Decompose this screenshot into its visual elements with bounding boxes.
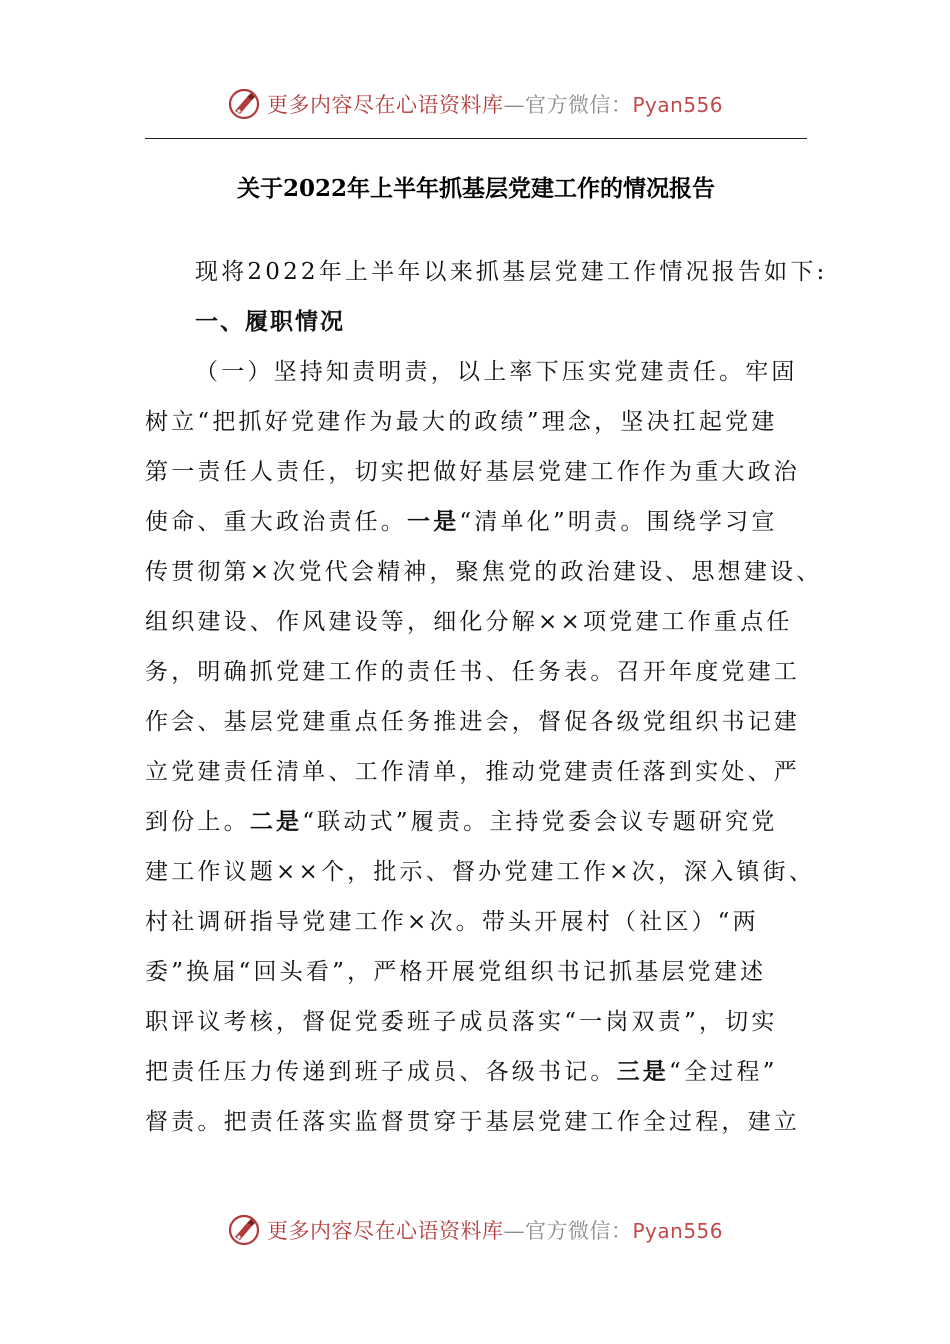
body-line: 到份上。二是“联动式”履责。主持党委会议专题研究党 — [145, 808, 778, 835]
body-line: 立党建责任清单、工作清单，推动党建责任落到实处、严 — [145, 759, 800, 785]
body-line: 职评议考核，督促党委班子成员落实“一岗双责”，切实 — [145, 1009, 778, 1035]
document-title: 关于2022年上半年抓基层党建工作的情况报告 — [236, 175, 715, 202]
watermark-separator: — — [503, 1219, 525, 1243]
watermark-text — [267, 1215, 723, 1245]
footer-watermark — [0, 1208, 950, 1252]
emphasis-label: 一是 — [407, 508, 460, 535]
pen-nib-circle-icon — [227, 1213, 261, 1247]
document-body — [145, 252, 828, 1152]
header-watermark — [0, 82, 950, 126]
section-heading: 一、履职情况 — [195, 308, 345, 335]
emphasis-label: 三是 — [616, 1058, 670, 1085]
emphasis-label: 二是 — [249, 808, 303, 835]
body-line: 使命、重大政治责任。一是“清单化”明责。围绕学习宣 — [145, 508, 778, 535]
body-line: 建工作议题××个，批示、督办党建工作×次，深入镇街、 — [145, 859, 816, 885]
pen-nib-circle-icon — [227, 87, 261, 121]
body-line: 第一责任人责任，切实把做好基层党建工作作为重大政治 — [145, 459, 800, 485]
watermark-wechat-id: Pyan556 — [632, 93, 723, 117]
body-line: 督责。把责任落实监督贯穿于基层党建工作全过程，建立 — [145, 1109, 800, 1135]
watermark-separator: — — [503, 93, 525, 117]
watermark-wechat-label: 官方微信： — [524, 93, 633, 117]
watermark-wechat-label: 官方微信： — [524, 1219, 633, 1243]
body-line: 组织建设、作风建设等，细化分解××项党建工作重点任 — [145, 609, 793, 635]
watermark-wechat-id: Pyan556 — [632, 1219, 723, 1243]
body-line: 委”换届“回头看”，严格开展党组织书记抓基层党建述 — [145, 959, 767, 985]
body-line: 务，明确抓党建工作的责任书、任务表。召开年度党建工 — [145, 659, 800, 685]
body-line: 树立“把抓好党建作为最大的政绩”理念，坚决扛起党建 — [145, 409, 778, 435]
watermark-text — [267, 89, 723, 119]
watermark-site: 更多内容尽在心语资料库 — [266, 93, 504, 117]
intro-paragraph: 现将2022年上半年以来抓基层党建工作情况报告如下: — [195, 259, 828, 285]
body-line: 传贯彻第×次党代会精神，聚焦党的政治建设、思想建设、 — [145, 559, 823, 585]
watermark-site: 更多内容尽在心语资料库 — [266, 1219, 504, 1243]
header-divider — [145, 138, 807, 139]
body-line: （一）坚持知责明责，以上率下压实党建责任。牢固 — [195, 359, 798, 385]
body-line: 村社调研指导党建工作×次。带头开展村（社区）“两 — [145, 909, 759, 935]
body-line: 作会、基层党建重点任务推进会，督促各级党组织书记建 — [145, 709, 800, 735]
body-line: 把责任压力传递到班子成员、各级书记。三是“全过程” — [145, 1058, 778, 1085]
